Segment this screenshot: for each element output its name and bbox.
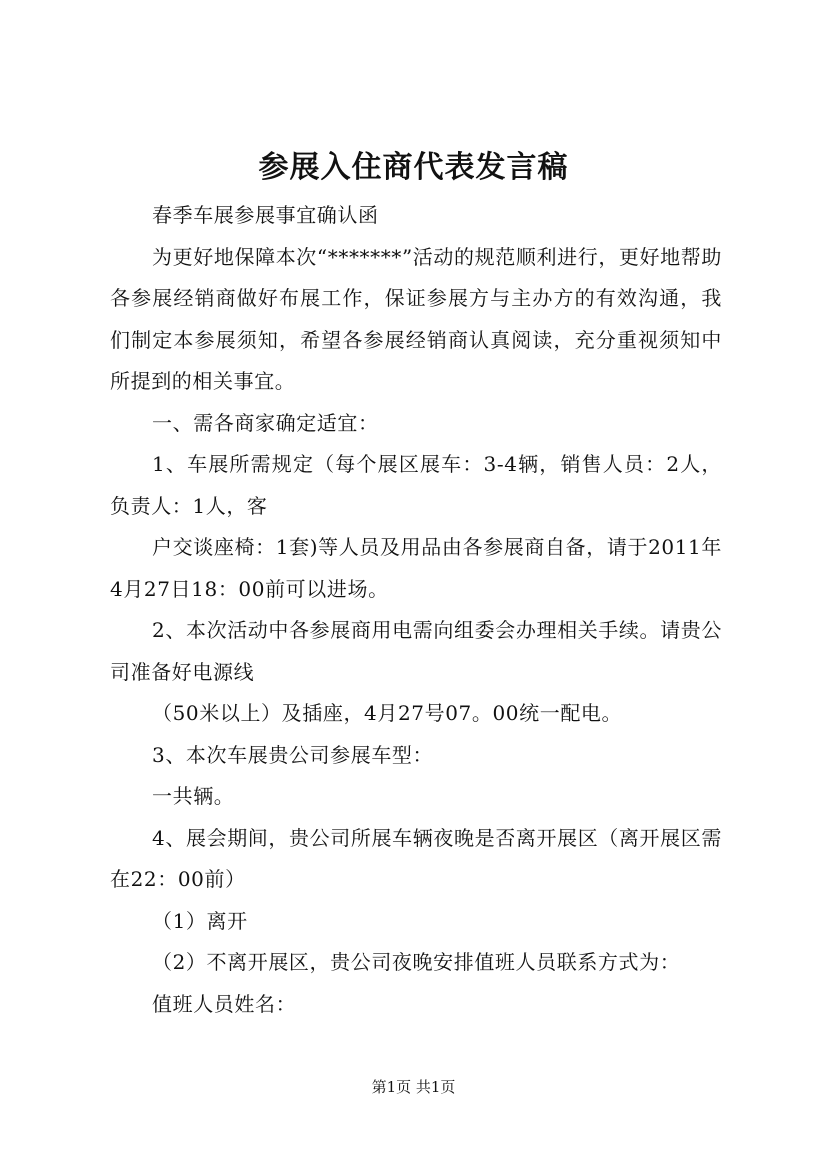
paragraph-section-heading: 一、需各商家确定适宜： [152,410,379,435]
paragraph-item-2-continued: （50米以上）及插座，4月27号07。00统一配电。 [152,701,623,725]
paragraph-item-1: 1、车展所需规定（每个展区展车：3-4辆，销售人员：2人，负责人：1人，客 [110,452,722,518]
paragraph-item-1-continued: 户交谈座椅：1套)等人员及用品由各参展商自备，请于2011年4月27日18：00前可以进场。 [110,535,722,601]
paragraph-option-1: （1）离开 [152,908,248,933]
paragraph-item-3: 3、本次车展贵公司参展车型： [152,742,434,767]
document-body [110,195,722,1025]
paragraph-item-4: 4、展会期间，贵公司所展车辆夜晚是否离开展区（离开展区需在22：00前） [110,825,722,891]
paragraph-subtitle: 春季车展参展事宜确认函 [152,203,379,227]
paragraph-duty-name: 值班人员姓名： [152,991,297,1016]
paragraph-item-2: 2、本次活动中各参展商用电需向组委会办理相关手续。请贵公司准备好电源线 [110,618,722,684]
paragraph-vehicle-count: 一共辆。 [152,784,235,808]
paragraph-option-2: （2）不离开展区，贵公司夜晚安排值班人员联系方式为： [152,950,681,974]
page-footer: 第1页 共1页 [371,1078,456,1096]
document-title: 参展入住商代表发言稿 [258,150,569,185]
paragraph-intro: 为更好地保障本次“*******”活动的规范顺利进行，更好地帮助各参展经销商做好布展工作，保证参展方与主办方的有效沟通，我们制定本参展须知，希望各参展经销商认真阅读，充分重视须知中所提到的相关事宜。 [110,244,722,393]
